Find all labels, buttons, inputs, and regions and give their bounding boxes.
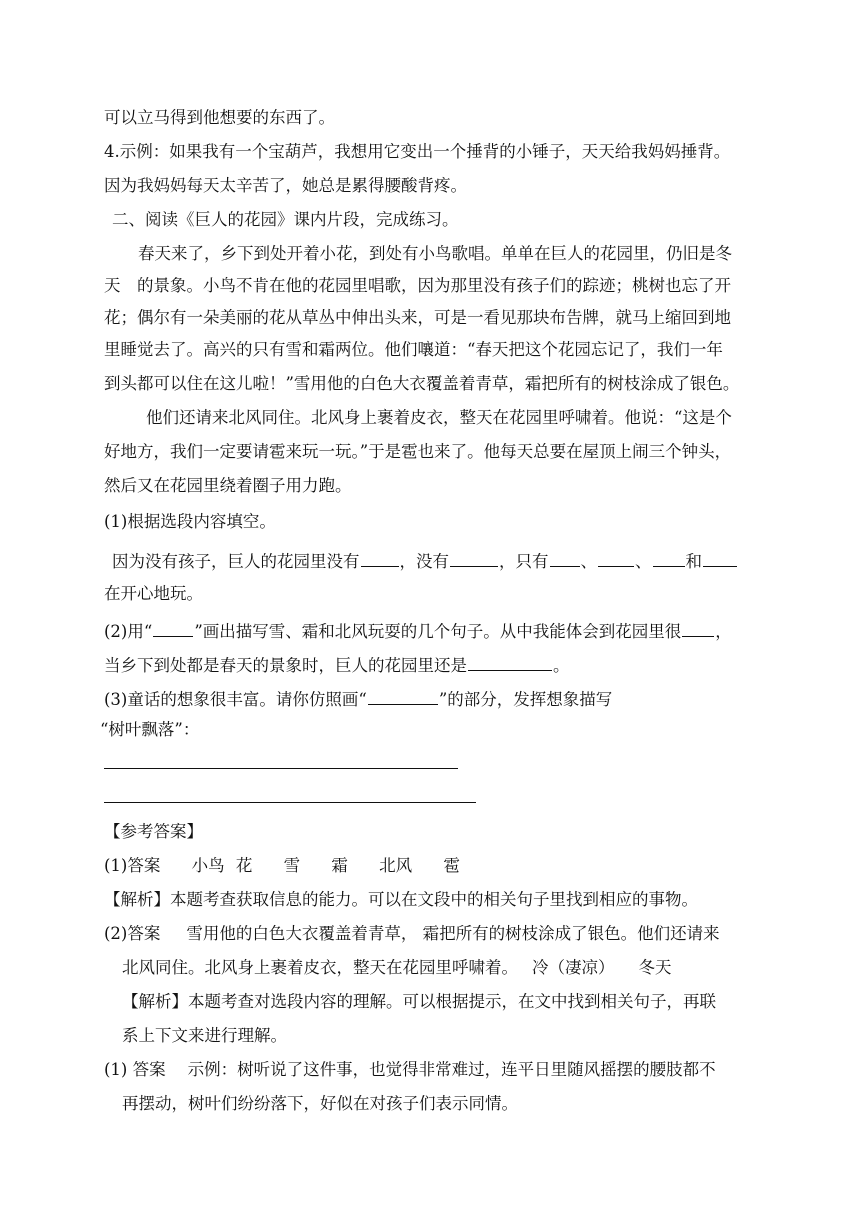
section-heading: 二、阅读《巨人的花园》课内片段，完成练习。 (112, 210, 459, 229)
text-line: 因为我妈妈每天太辛苦了，她总是累得腰酸背疼。 (104, 176, 467, 195)
answer-2-explanation: 系上下文来进行理解。 (122, 1026, 287, 1045)
answer-2: (2)答案 雪用他的白色大衣覆盖着青草， 霜把所有的树枝涂成了银色。他们还请来 (104, 924, 720, 943)
passage-line: 里睡觉去了。高兴的只有雪和霜两位。他们嚷道：“春天把这个花园忘记了，我们一年 (104, 340, 723, 359)
answer-blank[interactable] (468, 654, 552, 671)
passage-line: 花；偶尔有一朵美丽的花从草丛中伸出头来，可是一看见那块布告牌，就马上缩回到地 (104, 308, 731, 327)
answer-blank[interactable] (703, 550, 737, 567)
answer-blank[interactable] (653, 550, 685, 567)
passage-line: 他们还请来北风同住。北风身上裹着皮衣，整天在花园里呼啸着。他说：“这是个 (146, 408, 732, 427)
answer-line[interactable] (104, 802, 476, 803)
question-3-line: (3)童话的想象很丰富。请你仿照画“ ”的部分，发挥想象描写 (104, 690, 613, 709)
answer-2-explanation: 【解析】本题考查对选段内容的理解。可以根据提示，在文中找到相关句子，再联 (122, 992, 716, 1011)
answer-1: (1)答案 小鸟 花 雪 霜 北风 雹 (104, 856, 460, 875)
question-1-end: 在开心地玩。 (104, 584, 203, 603)
text-line: 可以立马得到他想要的东西了。 (104, 108, 335, 127)
passage-line: 春天来了，乡下到处开着小花，到处有小鸟歌唱。单单在巨人的花园里，仍旧是冬 (138, 244, 732, 263)
answer-blank[interactable] (682, 620, 714, 637)
answer-blank[interactable] (550, 550, 580, 567)
underline-sample (368, 688, 438, 705)
answer-line[interactable] (104, 768, 458, 769)
passage-line: 天 的景象。小鸟不肯在他的花园里唱歌，因为那里没有孩子们的踪迹；桃树也忘了开 (104, 276, 731, 295)
answer-3-cont: 再摆动，树叶们纷纷落下，好似在对孩子们表示同情。 (122, 1094, 518, 1113)
question-2-line: (2)用“ ”画出描写雪、霜和北风玩耍的几个句子。从中我能体会到花园里很 ， (104, 622, 732, 641)
answer-blank[interactable] (598, 550, 634, 567)
question-1-title: (1)根据选段内容填空。 (104, 512, 276, 531)
text-line: 4.示例：如果我有一个宝葫芦，我想用它变出一个捶背的小锤子，天天给我妈妈捶背。 (104, 142, 731, 161)
question-1-fill: 因为没有孩子，巨人的花园里没有 ，没有 ，只有 、 、 和 (112, 550, 738, 572)
passage-line: 然后又在花园里绕着圈子用力跑。 (104, 476, 352, 495)
answer-3: (1) 答案 示例：树听说了这件事，也觉得非常难过，连平日里随风摇摆的腰肢都不 (104, 1060, 716, 1079)
underline-sample (153, 620, 193, 637)
answer-1-explanation: 【解析】本题考查获取信息的能力。可以在文段中的相关句子里找到相应的事物。 (104, 890, 698, 909)
passage-line: 到头都可以住在这儿啦！”雪用他的白色大衣覆盖着青草，霜把所有的树枝涂成了银色。 (104, 374, 740, 393)
answer-blank[interactable] (450, 550, 498, 567)
question-2-line: 当乡下到处都是春天的景象时，巨人的花园里还是 。 (104, 656, 570, 675)
passage-line: 好地方，我们一定要请雹来玩一玩。”于是雹也来了。他每天总要在屋顶上闹三个钟头， (104, 442, 732, 461)
question-3-prompt: “树叶飘落”： (100, 720, 200, 739)
answers-header: 【参考答案】 (104, 822, 203, 841)
answer-blank[interactable] (361, 550, 399, 567)
answer-2-cont: 北风同住。北风身上裹着皮衣，整天在花园里呼啸着。 冷（凄凉） 冬天 (122, 958, 672, 977)
